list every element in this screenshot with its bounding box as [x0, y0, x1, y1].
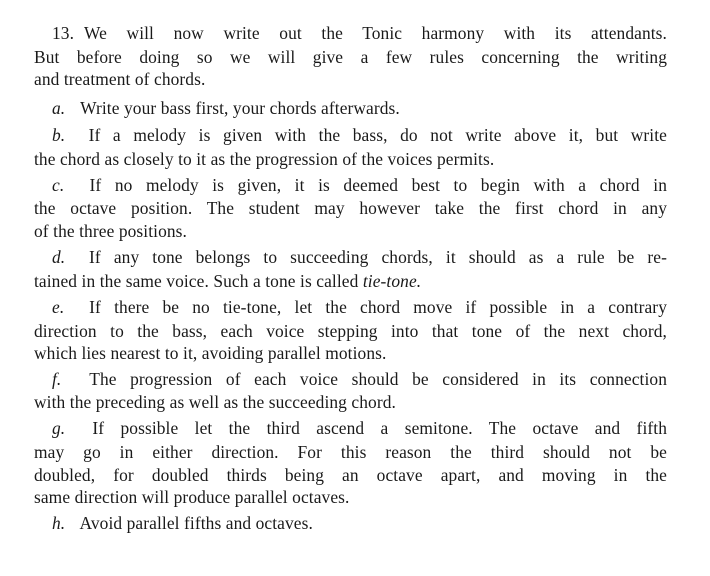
rule-f-text: The progression of each voice should be considered in its connection [89, 369, 667, 389]
rule-d-text-2: tained in the same voice. Such a tone is called [34, 271, 359, 291]
rule-f-marker: f. [52, 369, 62, 389]
rule-e-marker: e. [52, 297, 65, 317]
rule-g-line-1 [52, 417, 667, 439]
rule-a-line-1 [52, 97, 667, 119]
rule-g-line-2: may go in either direction. For this reason the third should not be [34, 442, 667, 462]
rule-c-marker: c. [52, 175, 65, 195]
rule-e-line-3: which lies nearest to it, avoiding parallel motions. [34, 343, 387, 363]
rule-d-line-1 [52, 246, 667, 268]
rule-d-term: tie-tone. [362, 271, 422, 291]
rule-h-line-1 [52, 512, 667, 534]
rule-b-text: If a melody is given with the bass, do not write above it, but write [88, 125, 667, 145]
rule-c-line-2: the octave position. The student may however take the first chord in any [34, 198, 667, 218]
rule-e-line-2: direction to the bass, each voice stepping into that tone of the next chord, [34, 321, 667, 341]
rule-a-text: Write your bass first, your chords afterwards. [80, 98, 400, 118]
rule-d-text: If any tone belongs to succeeding chords, it should as a rule be re- [89, 247, 667, 267]
rule-b-line-1 [52, 124, 667, 146]
rule-g-line-3: doubled, for doubled thirds being an octave apart, and moving in the [34, 465, 667, 485]
rule-b-marker: b. [52, 125, 66, 145]
section-intro-line-2: But before doing so we will give a few rules concerning the writing [34, 47, 667, 67]
section-intro-line-3: and treatment of chords. [34, 69, 206, 89]
section-number: 13. [52, 23, 75, 43]
section-intro-text: We will now write out the Tonic harmony with its attendants. [84, 23, 667, 43]
rule-a-marker: a. [52, 98, 66, 118]
rule-b-line-2: the chord as closely to it as the progression of the voices permits. [34, 149, 495, 169]
rule-e-text: If there be no tie-tone, let the chord move if possible in a contrary [89, 297, 667, 317]
rule-c-line-3: of the three positions. [34, 221, 187, 241]
rule-e-line-1 [52, 296, 667, 318]
rule-h-text: Avoid parallel fifths and octaves. [79, 513, 313, 533]
rule-f-line-2: with the preceding as well as the succeeding chord. [34, 392, 396, 412]
rule-c-line-1 [52, 174, 667, 196]
rule-g-marker: g. [52, 418, 66, 438]
rule-g-line-4: same direction will produce parallel octaves. [34, 487, 350, 507]
rule-c-text: If no melody is given, it is deemed best to begin with a chord in [89, 175, 667, 195]
section-intro-line-1 [52, 22, 667, 44]
rule-g-text: If possible let the third ascend a semitone. The octave and fifth [92, 418, 668, 438]
rule-f-line-1 [52, 368, 667, 390]
rule-d-marker: d. [52, 247, 66, 267]
rule-d-line-2 [34, 270, 667, 292]
rule-h-marker: h. [52, 513, 66, 533]
